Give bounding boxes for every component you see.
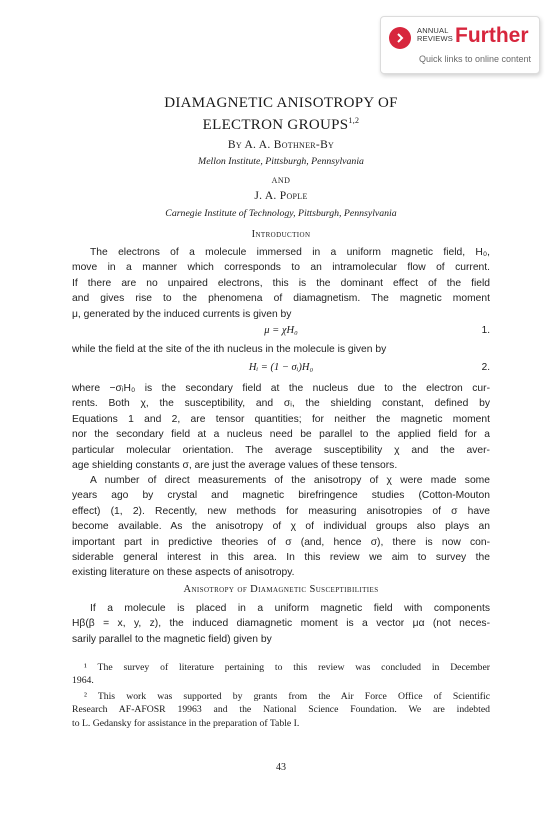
title-footnote-refs: 1,2	[348, 116, 360, 125]
affiliation-mellon: Mellon Institute, Pittsburgh, Pennsylvania	[198, 156, 364, 167]
affiliation-carnegie: Carnegie Institute of Technology, Pittsburgh, Pennsylvania	[165, 208, 397, 219]
quick-links-label: Quick links to online content	[419, 54, 532, 64]
intro-paragraph-1: The electrons of a molecule immersed in a uniform magnetic field, H₀, move in a manner which corresponds to an intramolecular flow of current. If there are no unpaired electrons, this is the dominant effect of the field and gives rise to the phenomena of diamagnetism. The magnetic moment μ, generated by the induced currents is given by	[72, 247, 490, 320]
intro-paragraph-4: A number of direct measurements of the anisotropy of χ were made some years ago by crystal and magnetic birefringence studies (Cotton-Mouton effect) (1, 2). Recently, new methods for measuring anisotropies of σ have become available. As the anisotropy of χ of individual groups also plays an important part in predictive theories of σ (and, hence σ), there is now con- siderable general interest in this area. In this review we aim to survey the existing literature on these aspects of anisotropy.	[72, 475, 490, 579]
further-links-badge[interactable]	[380, 16, 540, 74]
intro-paragraph-2: while the field at the site of the ith nucleus in the molecule is given by	[72, 344, 387, 355]
arrow-icon	[389, 27, 411, 49]
section-heading-introduction: Introduction	[251, 229, 311, 240]
footnote-2: ² This work was supported by grants from the Air Force Office of Scientific Research AF-AFOSR 19963 and the National Science Foundation. We are indebted to L. Gedansky for assistance in the preparation of Table I.	[72, 691, 490, 729]
author-bothner-by: By A. A. Bothner-By	[227, 139, 335, 151]
title-line2: ELECTRON GROUPS	[202, 117, 349, 133]
article-title: DIAMAGNETIC ANISOTROPY OF ELECTRON GROUPS$^{1,2}$	[164, 95, 398, 133]
and-separator: AND	[271, 176, 291, 185]
footnote-1: ¹ The survey of literature pertaining to this review was concluded in December 1964.	[72, 662, 490, 687]
author-pople: J. A. Pople	[254, 190, 308, 202]
page-number: 43	[276, 762, 286, 773]
intro-paragraph-3: where −σᵢH₀ is the secondary field at the nucleus due to the electron cur- rents. Both χ, the susceptibility, and σᵢ, the shielding constant, defined by Equations 1 and 2, are tensor quantities; for neither the magnetic moment nor the secondary field at a nucleus need be parallel to the applied field for a particular molecular orientation. The average susceptibility χ and the aver- age shielding constants σ, are just the average values of these tensors.	[72, 383, 490, 471]
section-heading-anisotropy: Anisotropy of Diamagnetic Susceptibilities	[183, 584, 379, 595]
anisotropy-paragraph-1: If a molecule is placed in a uniform magnetic field with components Hβ(β = x, y, z), the induced diamagnetic moment is a vector μα (not neces- sarily parallel to the magnetic field) given by	[72, 603, 490, 645]
annual-reviews-logo-text: ANNUAL REVIEWS	[417, 26, 453, 43]
further-label: Further	[455, 24, 529, 47]
